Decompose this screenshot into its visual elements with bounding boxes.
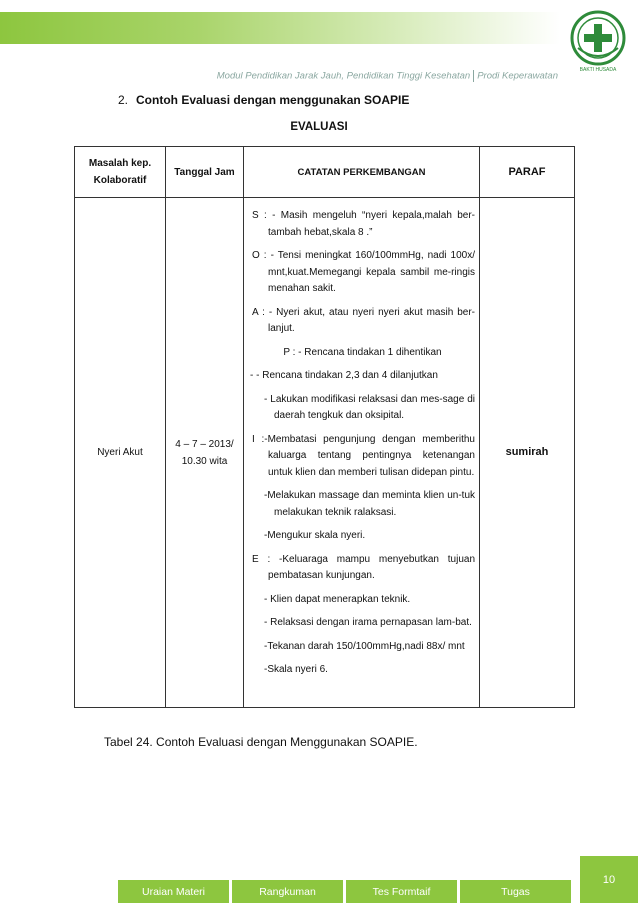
page-number: 10 bbox=[580, 856, 638, 903]
cell-paraf: sumirah bbox=[480, 198, 575, 708]
table-header-row bbox=[75, 147, 575, 198]
table-caption: Tabel 24. Contoh Evaluasi dengan Menggunakan SOAPIE. bbox=[104, 735, 418, 749]
bakti-husada-logo-icon bbox=[568, 8, 628, 74]
note-e-teknik: - Klien dapat menerapkan teknik. bbox=[264, 593, 411, 605]
header-paraf: PARAF bbox=[480, 147, 575, 198]
tab-tes-formatif[interactable]: Tes Formtaif bbox=[346, 880, 457, 903]
note-a: A : - Nyeri akut, atau nyeri nyeri akut masih ber-lanjut. bbox=[252, 306, 475, 334]
tab-rangkuman[interactable]: Rangkuman bbox=[232, 880, 343, 903]
note-e-tekanan: -Tekanan darah 150/100mmHg,nadi 88x/ mnt bbox=[264, 640, 465, 652]
tab-tugas[interactable]: Tugas bbox=[460, 880, 571, 903]
tanggal-value: 4 – 7 – 2013/ bbox=[175, 438, 234, 450]
note-e-relaksasi: - Relaksasi dengan irama pernapasan lam-bat. bbox=[264, 617, 472, 628]
note-p: P : - Rencana tindakan 1 dihentikan bbox=[283, 346, 442, 358]
note-p-modifikasi: - Lakukan modifikasi relaksasi dan mes-sage di daerah tengkuk dan oksipital. bbox=[264, 393, 475, 421]
running-header bbox=[217, 70, 558, 82]
cell-tanggal bbox=[166, 198, 244, 708]
header-masalah: Masalah kep. Kolaboratif bbox=[75, 147, 166, 198]
svg-text:BAKTI HUSADA: BAKTI HUSADA bbox=[579, 67, 617, 73]
evaluation-table bbox=[74, 146, 575, 708]
tab-uraian-materi[interactable]: Uraian Materi bbox=[118, 880, 229, 903]
running-title-right: Prodi Keperawatan bbox=[477, 70, 558, 82]
note-i-skala: -Mengukur skala nyeri. bbox=[264, 530, 366, 541]
bottom-navigation bbox=[118, 880, 574, 903]
header-tanggal: Tanggal Jam bbox=[166, 147, 244, 198]
table-title: EVALUASI bbox=[290, 121, 348, 133]
cell-masalah: Nyeri Akut bbox=[75, 198, 166, 708]
note-e: E : -Keluaraga mampu menyebutkan tujuan pembatasan kunjungan. bbox=[252, 553, 475, 581]
note-i-massage: -Melakukan massage dan meminta klien un-tuk melakukan teknik ralaksasi. bbox=[264, 490, 475, 518]
section-heading bbox=[118, 93, 409, 107]
note-e-skala: -Skala nyeri 6. bbox=[264, 664, 328, 675]
header-green-band bbox=[0, 12, 560, 44]
note-s: S : - Masih mengeluh “nyeri kepala,malah ber-tambah hebat,skala 8 .” bbox=[252, 210, 475, 238]
table-row bbox=[75, 198, 575, 708]
section-number: 2. bbox=[118, 93, 129, 107]
header-catatan: CATATAN PERKEMBANGAN bbox=[244, 147, 480, 198]
note-i: I :-Membatasi pengunjung dengan memberithu kaluarga tentang pentingnya ketenangan untuk klien dan memberi tulisan didepan pintu. bbox=[252, 433, 475, 478]
note-o: O : - Tensi meningkat 160/100mmHg, nadi 100x/ mnt,kuat.Memegangi kepala sambil me-ringis menahan sakit. bbox=[252, 250, 475, 294]
cell-catatan bbox=[244, 198, 480, 708]
section-title: Contoh Evaluasi dengan menggunakan SOAPIE bbox=[136, 93, 410, 107]
running-title-left: Modul Pendidikan Jarak Jauh, Pendidikan Tinggi Kesehatan bbox=[216, 70, 471, 82]
note-p-continue: - - Rencana tindakan 2,3 dan 4 dilanjutkan bbox=[250, 370, 438, 381]
jam-value: 10.30 wita bbox=[181, 455, 228, 467]
